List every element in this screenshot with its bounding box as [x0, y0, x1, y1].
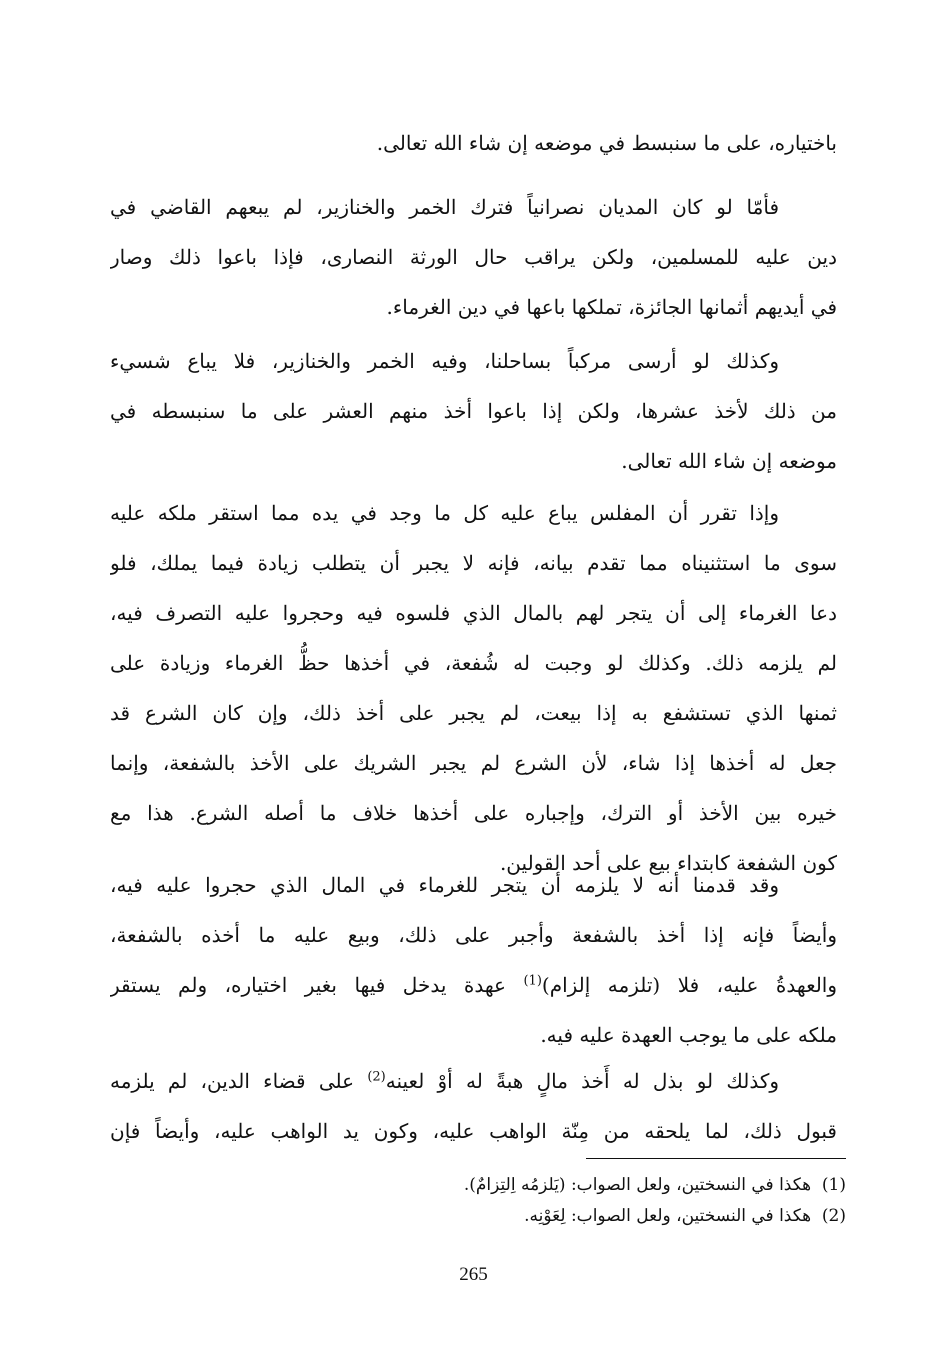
text-line-with-footnote [110, 960, 837, 1010]
text-line: قبول ذلك، لما يلحقه من مِنّة الواهب عليه، وكون يد الواهب عليه، وأيضاً فإن [110, 1119, 837, 1143]
footnote-marker: (1) [821, 1175, 846, 1195]
text-line: سوى ما استثنيناه مما تقدم بيانه، فإنه لا يجبر أن يتطلب زيادة فيما يملك، فلو [110, 551, 837, 575]
text-line: ثمنها الذي تستشفع به إذا بيعت، لم يجبر على أخذ ذلك، وإن كان الشرع قد [110, 701, 837, 725]
text-segment: والعهدةُ عليه، فلا (تلزمه إلزام) [541, 973, 837, 997]
footnote-divider [586, 1158, 846, 1159]
text-segment: على قضاء الدين، لم يلزمه [110, 1069, 355, 1093]
text-line: وكذلك لو أرسى مركباً بساحلنا، وفيه الخمر والخنازير، فلا يباع شسيء [110, 349, 779, 373]
paragraph-5 [110, 860, 837, 1060]
text-line: لم يلزمه ذلك. وكذلك لو وجبت له شُفعة، في أخذها حظُّ الغرماء وزيادة على [110, 651, 837, 675]
paragraph-3 [110, 336, 837, 486]
text-line: وقد قدمنا أنه لا يلزمه أن يتجر للغرماء في المال الذي حجروا عليه فيه، [110, 873, 779, 897]
text-line: كون الشفعة كابتداء بيع على أحد القولين. [499, 851, 837, 875]
footnote-text: هكذا في النسختين، ولعل الصواب: لِعَوْنِه. [524, 1206, 812, 1226]
text-segment: عهدة يدخل فيها بغير اختياره، ولم يستقر [110, 973, 506, 997]
page-number: 265 [459, 1264, 488, 1285]
text-line: ملكه على ما يوجب العهدة عليه فيه. [540, 1023, 837, 1047]
footnotes [110, 1170, 846, 1232]
paragraph-1 [110, 118, 837, 168]
text-line: دعا الغرماء إلى أن يتجر لهم بالمال الذي فلسوه فيه وحجروا عليه التصرف فيه، [110, 601, 837, 625]
text-line: من ذلك لأخذ عشرها، ولكن إذا باعوا أخذ منهم العشر على ما سنبسطه في [110, 399, 837, 423]
footnote-text: هكذا في النسختين، ولعل الصواب: (يَلزمُه اِلتِزامٌ). [463, 1175, 812, 1195]
text-line: باختياره، على ما سنبسط في موضعه إن شاء الله تعالى. [376, 131, 837, 155]
text-line: خيره بين الأخذ أو الترك، وإجباره على أخذها خلاف ما أصله الشرع. هذا مع [110, 801, 837, 825]
footnote-ref-1[interactable]: (1) [523, 973, 542, 989]
text-segment: وكذلك لو بذل له أَخذ مالٍ هبةً له أوْ لعينه [385, 1069, 780, 1093]
footnote-ref-2[interactable]: (2) [367, 1069, 386, 1085]
paragraph-6 [110, 1056, 837, 1156]
paragraph-4 [110, 488, 837, 888]
text-line: دين عليه للمسلمين، ولكن يراقب حال الورثة النصارى، فإذا باعوا ذلك وصار [110, 245, 837, 269]
text-line: موضعه إن شاء الله تعالى. [621, 449, 837, 473]
paragraph-2 [110, 182, 837, 332]
text-line: جعل له أخذها إذا شاء، لأن الشرع لم يجبر الشريك على الأخذ بالشفعة، وإنما [110, 751, 837, 775]
text-line: وأيضاً فإنه إذا أخذ بالشفعة وأجبر على ذلك، وبيع عليه ما أخذه بالشفعة، [110, 923, 837, 947]
footnote-2 [110, 1201, 846, 1232]
footnote-marker: (2) [821, 1206, 846, 1226]
text-line: فأمّا لو كان المديان نصرانياً فترك الخمر والخنازير، لم يبعهم القاضي في [110, 195, 779, 219]
text-line: وإذا تقرر أن المفلس يباع عليه كل ما وجد في يده مما استقر ملكه عليه [110, 501, 779, 525]
footnote-1 [110, 1170, 846, 1201]
text-line-with-footnote [110, 1056, 837, 1106]
text-line: في أيديهم أثمانها الجائزة، تملكها باعها في دين الغرماء. [386, 295, 837, 319]
